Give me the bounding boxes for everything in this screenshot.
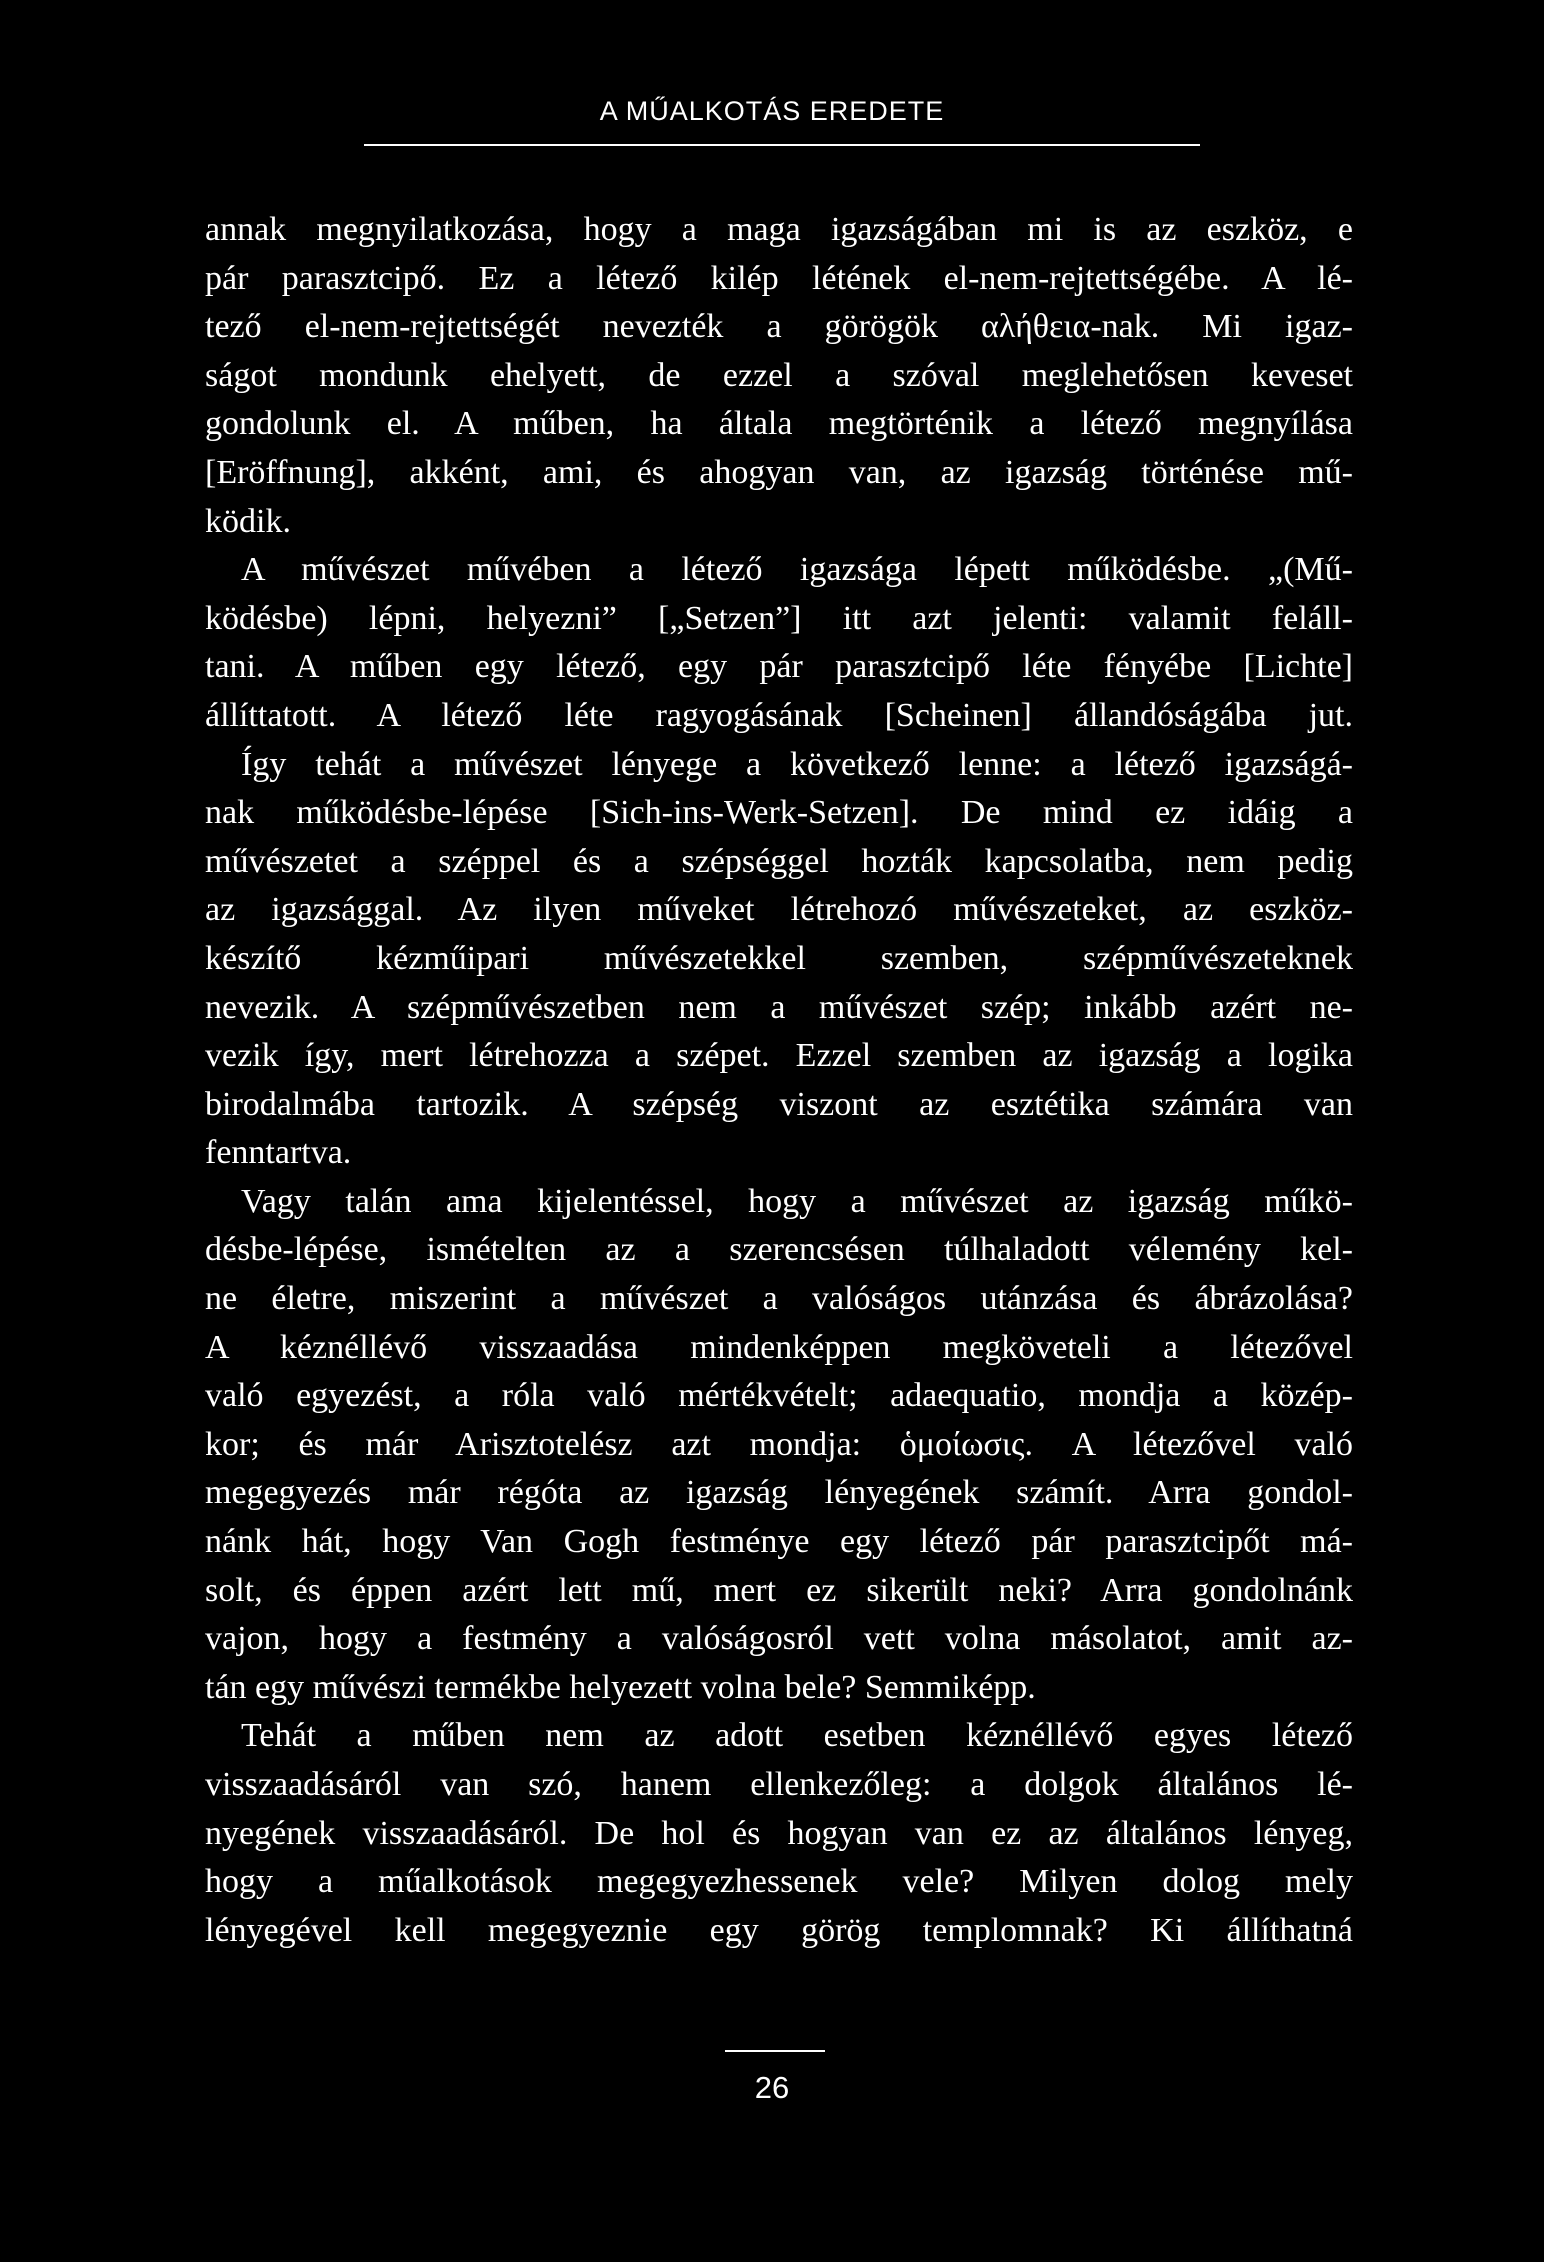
text-line: [Eröffnung], akként, ami, és ahogyan van, az igazság történése mű- (205, 453, 1353, 491)
text-line: Vagy talán ama kijelentéssel, hogy a művészet az igazság műkö- (241, 1182, 1353, 1220)
text-line: désbe-lépése, ismételten az a szerencsésen túlhaladott vélemény kel- (205, 1231, 1353, 1269)
text-line: Így tehát a művészet lényege a következő lenne: a létező igazságá- (241, 745, 1353, 783)
text-line: lényegével kell megegyeznie egy görög templomnak? Ki állíthatná (205, 1911, 1353, 1949)
text-line: gondolunk el. A műben, ha általa megtörténik a létező megnyílása (205, 405, 1353, 443)
text-line: ságot mondunk ehelyett, de ezzel a szóval meglehetősen keveset (205, 356, 1353, 394)
text-line: birodalmába tartozik. A szépség viszont az esztétika számára van (205, 1085, 1353, 1123)
text-line: állíttatott. A létező léte ragyogásának [Scheinen] állandóságába jut. (205, 696, 1353, 734)
text-line: pár parasztcipő. Ez a létező kilép létének el-nem-rejtettségébe. A lé- (205, 259, 1353, 297)
text-line: fenntartva. (205, 1134, 352, 1172)
text-line: ne életre, miszerint a művészet a valóságos utánzása és ábrázolása? (205, 1280, 1353, 1318)
text-line: kor; és már Arisztotelész azt mondja: ὁμοίωσις. A létezővel való (205, 1425, 1353, 1463)
text-line: ködik. (205, 502, 291, 540)
text-line: tező el-nem-rejtettségét nevezték a görögök αλήθεια-nak. Mi igaz- (205, 308, 1353, 346)
text-line: nevezik. A szépművészetben nem a művészet szép; inkább azért ne- (205, 988, 1353, 1026)
text-line: visszaadásáról van szó, hanem ellenkezőleg: a dolgok általános lé- (205, 1766, 1353, 1803)
text-line: vajon, hogy a festmény a valóságosról vett volna másolatot, amit az- (205, 1620, 1353, 1658)
text-line: nyegének visszaadásáról. De hol és hogyan van ez az általános lényeg, (205, 1814, 1353, 1852)
text-line: készítő kézműipari művészetekkel szemben, szépművészeteknek (205, 939, 1353, 977)
text-line: tani. A műben egy létező, egy pár parasztcipő léte fényébe [Lichte] (205, 648, 1353, 686)
text-line: Tehát a műben nem az adott esetben kéznéllévő egyes létező (241, 1717, 1353, 1755)
text-line: ködésbe) lépni, helyezni” [„Setzen”] itt azt jelenti: valamit feláll- (205, 599, 1353, 637)
text-line: A művészet művében a létező igazsága lépett működésbe. „(Mű- (241, 551, 1353, 589)
running-title: A MŰALKOTÁS EREDETE (599, 96, 945, 126)
text-line: tán egy művészi termékbe helyezett volna bele? Semmiképp. (205, 1668, 1036, 1706)
text-line: nak működésbe-lépése [Sich-ins-Werk-Setzen]. De mind ez idáig a (205, 794, 1353, 832)
text-line: nánk hát, hogy Van Gogh festménye egy létező pár parasztcipőt má- (205, 1523, 1353, 1561)
header-rule (364, 144, 1200, 146)
text-line: való egyezést, a róla való mértékvételt; adaequatio, mondja a közép- (205, 1377, 1353, 1415)
text-line: A kéznéllévő visszaadása mindenképpen megköveteli a létezővel (205, 1328, 1353, 1366)
footer-rule (725, 2050, 825, 2052)
text-line: annak megnyilatkozása, hogy a maga igazságában mi is az eszköz, e (205, 211, 1353, 248)
text-line: az igazsággal. Az ilyen műveket létrehozó művészeteket, az eszköz- (205, 891, 1353, 929)
text-line: hogy a műalkotások megegyezhessenek vele? Milyen dolog mely (205, 1863, 1353, 1901)
text-line: megegyezés már régóta az igazság lényegének számít. Arra gondol- (205, 1474, 1353, 1512)
text-line: solt, és éppen azért lett mű, mert ez sikerült neki? Arra gondolnánk (205, 1571, 1353, 1609)
text-line: vezik így, mert létrehozza a szépet. Ezzel szemben az igazság a logika (205, 1037, 1353, 1075)
page-number: 26 (754, 2070, 790, 2105)
text-line: művészetet a széppel és a szépséggel hozták kapcsolatba, nem pedig (205, 842, 1353, 880)
body-text (205, 206, 1353, 1955)
